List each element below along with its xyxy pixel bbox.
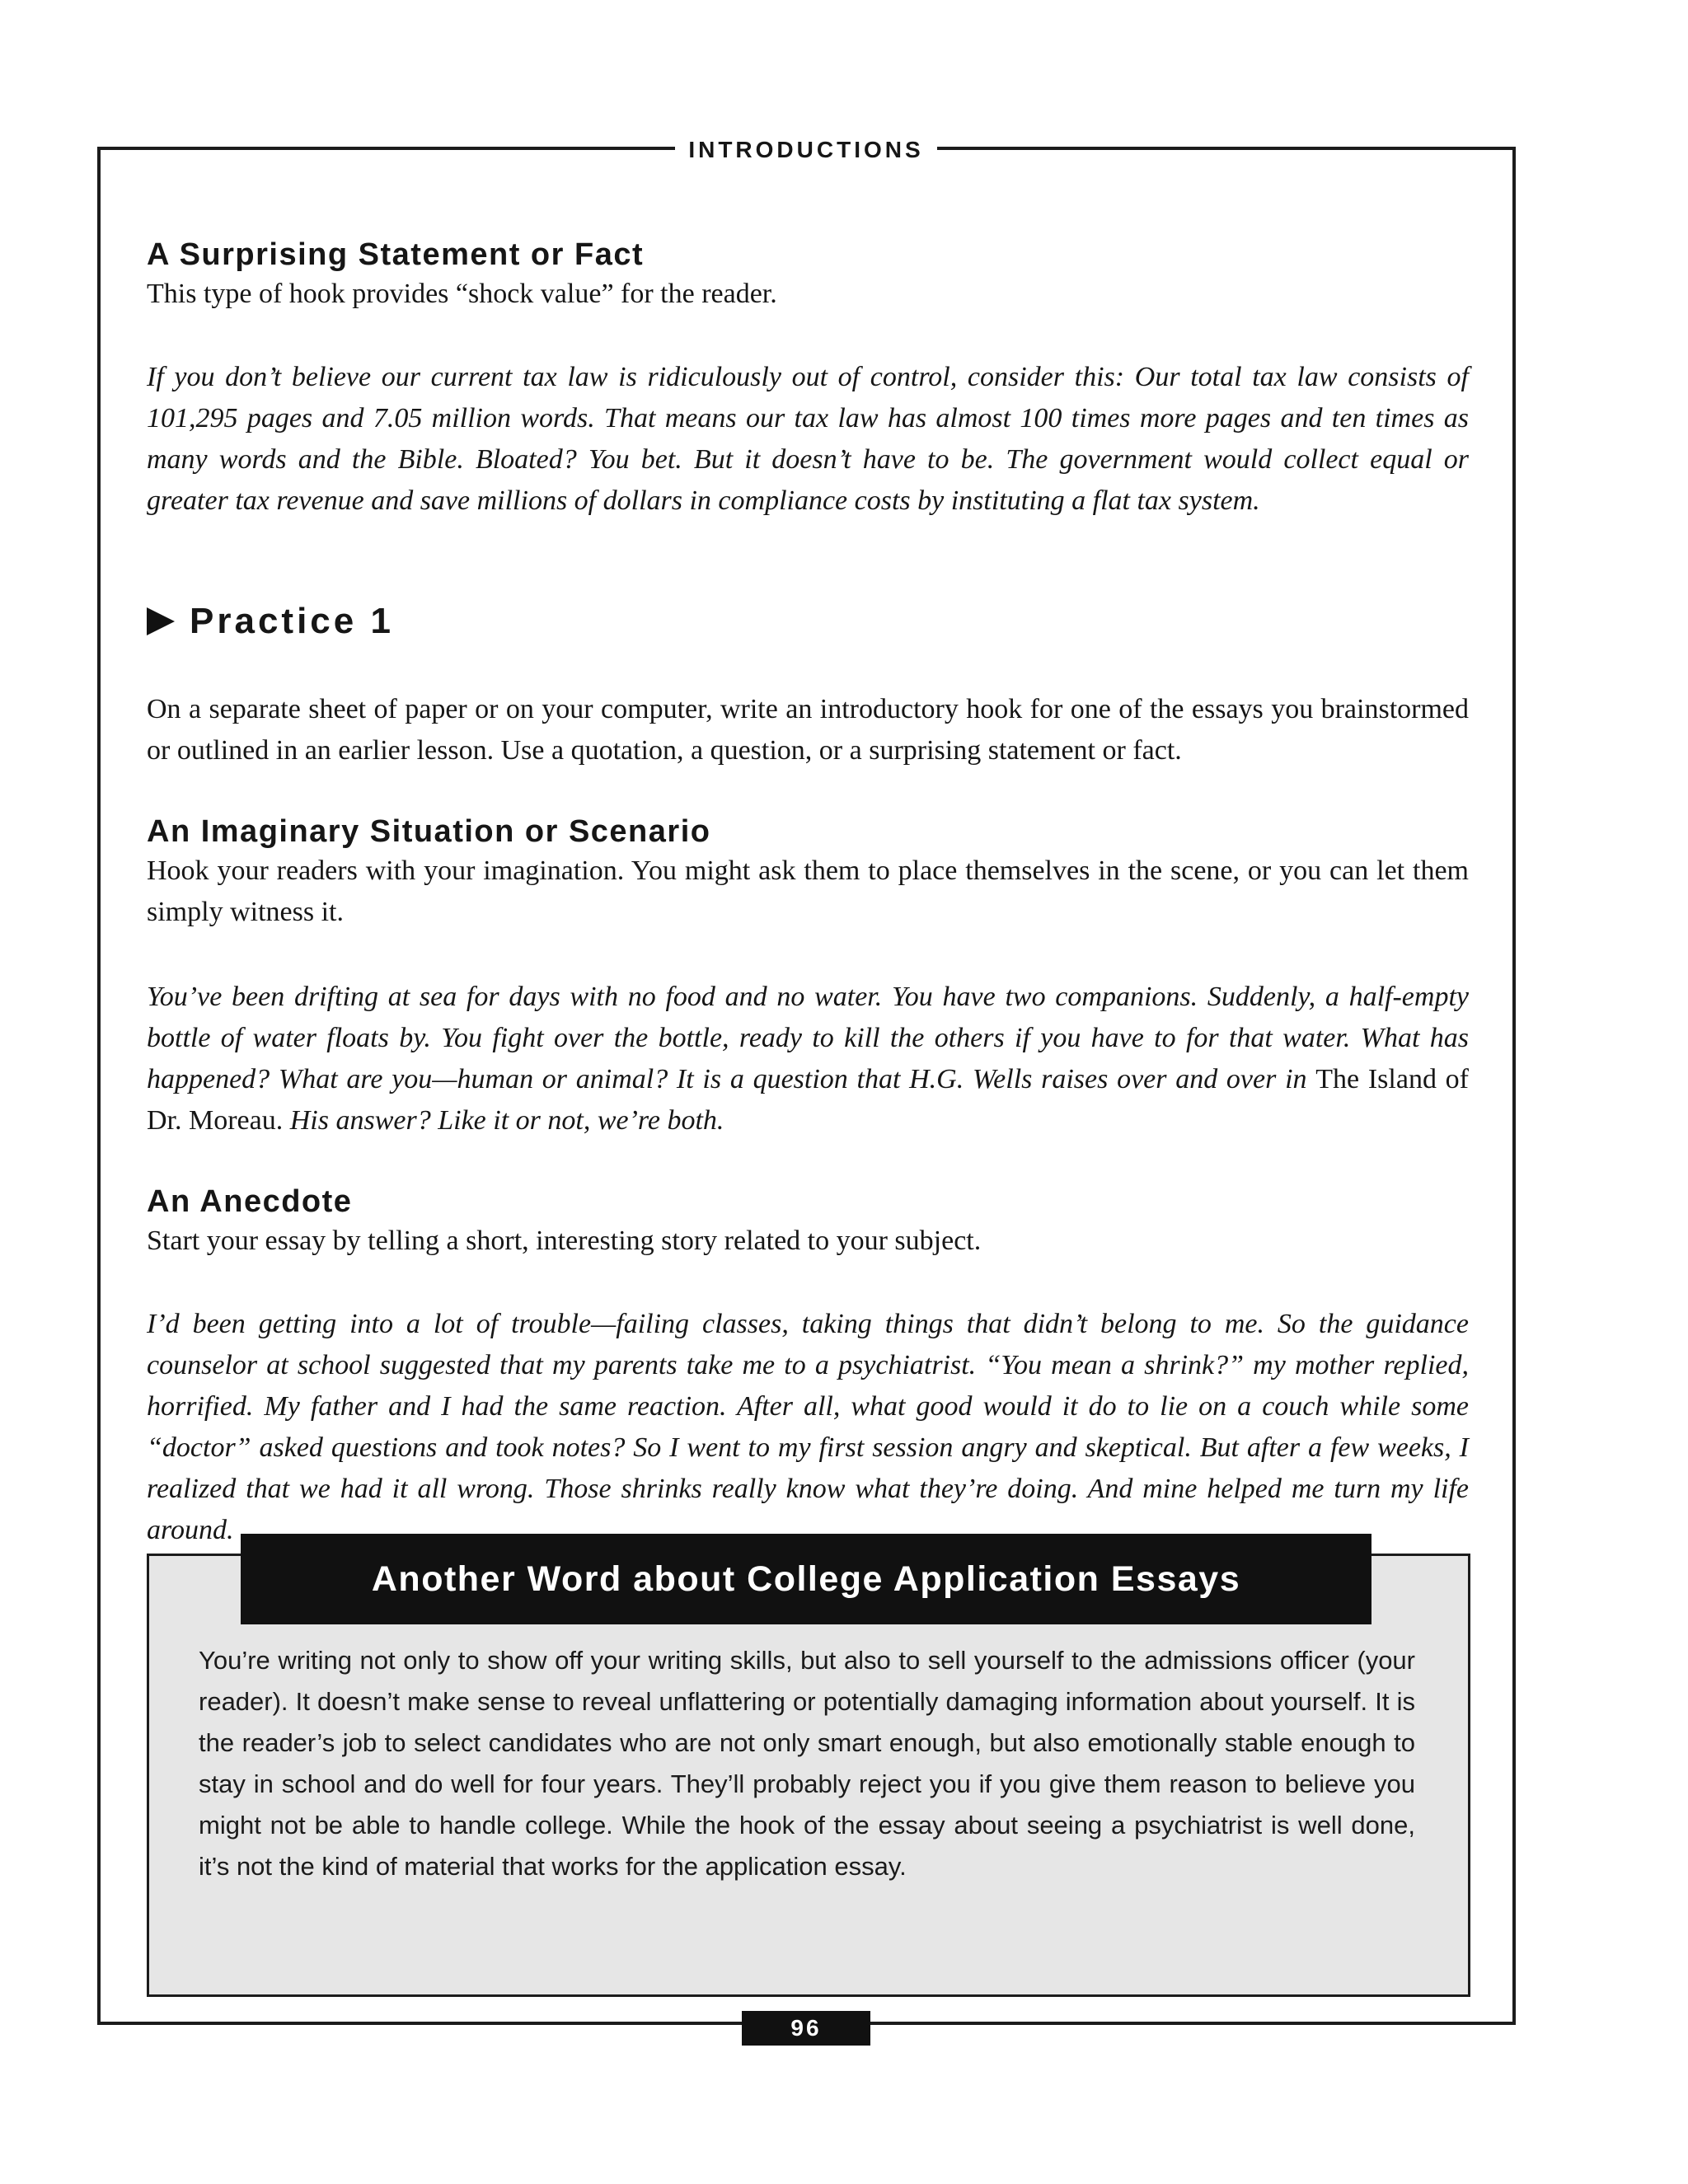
example-text-part2: His answer? Like it or not, we’re both. bbox=[283, 1105, 724, 1136]
page-number: 96 bbox=[742, 2011, 870, 2046]
section-description: Hook your readers with your imagination. You might ask them to place themselves in the scene, or you can let them simply witness it. bbox=[147, 855, 1469, 927]
example-paragraph-sea bbox=[147, 977, 1469, 1141]
section-heading: An Imaginary Situation or Scenario bbox=[147, 814, 711, 849]
example-paragraph-tax: If you don’t believe our current tax law is ridiculously out of control, consider this: Our total tax law consists of 101,295 pages and 7.05 million words. That means our tax law has almost 100 times more pages and ten times as many words and the Bible. Bloated? You bet. But it doesn’t have to be. The government would collect equal or greater tax revenue and save millions of dollars in compliance costs by instituting a flat tax system. bbox=[147, 362, 1469, 516]
play-arrow-icon bbox=[147, 607, 175, 635]
example-paragraph-anecdote: I’d been getting into a lot of trouble—failing classes, taking things that didn’t belong to me. So the guidance counselor at school suggested that my parents take me to a psychiatrist. “You mean a shrink?” my mother replied, horrified. My father and I had the same reaction. After all, what good would it do to lie on a couch while some “doctor” asked questions and took notes? So I went to my first session angry and skeptical. But after a few weeks, I realized that we had it all wrong. Those shrinks really know what they’re doing. And mine helped me turn my life around. bbox=[147, 1309, 1469, 1545]
practice-heading-label: Practice 1 bbox=[190, 601, 394, 641]
section-heading: A Surprising Statement or Fact bbox=[147, 237, 645, 272]
sidebar-text: You’re writing not only to show off your writing skills, but also to sell yourself to the admissions officer (your reader). It doesn’t make sense to reveal unflattering or potentially damaging information about yourself. It is the reader’s job to select candidates who are not only smart enough, but also emotionally stable enough to stay in school and do well for four years. They’ll probably reject you if you give them reason to believe you might not be able to handle college. While the hook of the essay about seeing a psychiatrist is well done, it’s not the kind of material that works for the application essay. bbox=[199, 1646, 1415, 1881]
sidebar-title: Another Word about College Application Essays bbox=[241, 1534, 1372, 1624]
section-anecdote bbox=[147, 1183, 1469, 1262]
section-surprising-statement bbox=[147, 236, 1469, 315]
running-head-text: INTRODUCTIONS bbox=[675, 134, 936, 166]
practice-heading-block bbox=[147, 598, 1469, 644]
practice-instructions: On a separate sheet of paper or on your computer, write an introductory hook for one of the essays you brainstormed or outlined in an earlier lesson. Use a quotation, a question, or a surprising statement or fact. bbox=[147, 694, 1469, 766]
section-description: This type of hook provides “shock value” for the reader. bbox=[147, 279, 777, 309]
example-text-part1: You’ve been drifting at sea for days with no food and no water. You have two companions. Suddenly, a half-empty bottle of water floats by. You fight over the bottle, ready to kill the others if you have to for that water. What has happened? What are you—human or animal? It is a question that H.G. Wells raises over and over in bbox=[147, 982, 1469, 1094]
practice-heading bbox=[147, 598, 1469, 644]
section-description: Start your essay by telling a short, interesting story related to your subject. bbox=[147, 1226, 982, 1256]
section-heading: An Anecdote bbox=[147, 1184, 353, 1219]
section-imaginary-scenario bbox=[147, 813, 1469, 933]
running-head bbox=[0, 134, 1612, 166]
book-title: The Island of Dr. Moreau. bbox=[147, 1064, 1469, 1136]
